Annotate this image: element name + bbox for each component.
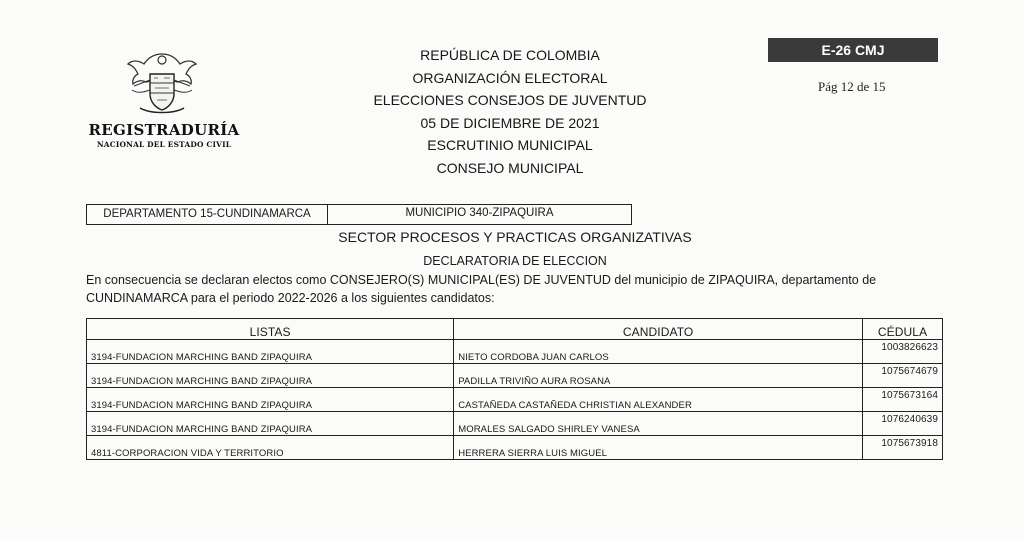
cell-lista: 3194-FUNDACION MARCHING BAND ZIPAQUIRA	[87, 340, 454, 364]
logo-name: REGISTRADURÍA	[88, 121, 240, 139]
cell-cedula: 1075673918	[863, 436, 943, 460]
sector-title: SECTOR PROCESOS Y PRACTICAS ORGANIZATIVAS	[338, 229, 692, 245]
table-row	[87, 340, 943, 364]
cell-lista: 4811-CORPORACION VIDA Y TERRITORIO	[87, 436, 454, 460]
table-row	[87, 412, 943, 436]
document-header	[340, 44, 680, 179]
declaration-text: En consecuencia se declaran electos como CONSEJERO(S) MUNICIPAL(ES) DE JUVENTUD del municipio de ZIPAQUIRA, departamento de CUNDINAMARCA para el periodo 2022-2026 a los siguientes candidatos:	[86, 273, 877, 305]
cell-lista: 3194-FUNDACION MARCHING BAND ZIPAQUIRA	[87, 364, 454, 388]
header-line-scrutiny: ESCRUTINIO MUNICIPAL	[427, 137, 593, 153]
municipality-cell: MUNICIPIO 340-ZIPAQUIRA	[405, 207, 554, 219]
cell-candidato: CASTAÑEDA CASTAÑEDA CHRISTIAN ALEXANDER	[454, 388, 863, 412]
header-line-election: ELECCIONES CONSEJOS DE JUVENTUD	[373, 92, 647, 108]
logo-subtitle: NACIONAL DEL ESTADO CIVIL	[96, 140, 232, 149]
coat-of-arms-icon	[124, 50, 200, 116]
table-header-row	[87, 319, 943, 340]
cell-candidato: NIETO CORDOBA JUAN CARLOS	[454, 340, 863, 364]
cell-cedula: 1075674679	[863, 364, 943, 388]
location-box	[86, 204, 632, 225]
page-number: Pág 12 de 15	[818, 79, 886, 94]
table-row	[87, 388, 943, 412]
cell-candidato: PADILLA TRIVIÑO AURA ROSANA	[454, 364, 863, 388]
cell-cedula: 1003826623	[863, 340, 943, 364]
header-candidato: CANDIDATO	[454, 319, 863, 340]
table-row	[87, 436, 943, 460]
header-line-organization: ORGANIZACIÓN ELECTORAL	[412, 69, 608, 86]
form-code-badge: E-26 CMJ	[768, 38, 938, 62]
table-row	[87, 364, 943, 388]
header-cedula: CÉDULA	[863, 319, 943, 340]
cell-cedula: 1076240639	[863, 412, 943, 436]
header-line-country: REPÚBLICA DE COLOMBIA	[420, 47, 600, 63]
cell-lista: 3194-FUNDACION MARCHING BAND ZIPAQUIRA	[87, 388, 454, 412]
header-line-council: CONSEJO MUNICIPAL	[436, 159, 584, 176]
registraduria-logo	[88, 50, 240, 150]
cell-cedula: 1075673164	[863, 388, 943, 412]
header-line-date: 05 DE DICIEMBRE DE 2021	[420, 114, 600, 131]
cell-candidato: HERRERA SIERRA LUIS MIGUEL	[454, 436, 863, 460]
department-cell: DEPARTAMENTO 15-CUNDINAMARCA	[87, 205, 328, 224]
elected-candidates-table	[86, 318, 943, 460]
cell-lista: 3194-FUNDACION MARCHING BAND ZIPAQUIRA	[87, 412, 454, 436]
cell-candidato: MORALES SALGADO SHIRLEY VANESA	[454, 412, 863, 436]
header-listas: LISTAS	[87, 319, 454, 340]
declaration-title: DECLARATORIA DE ELECCION	[423, 254, 607, 268]
